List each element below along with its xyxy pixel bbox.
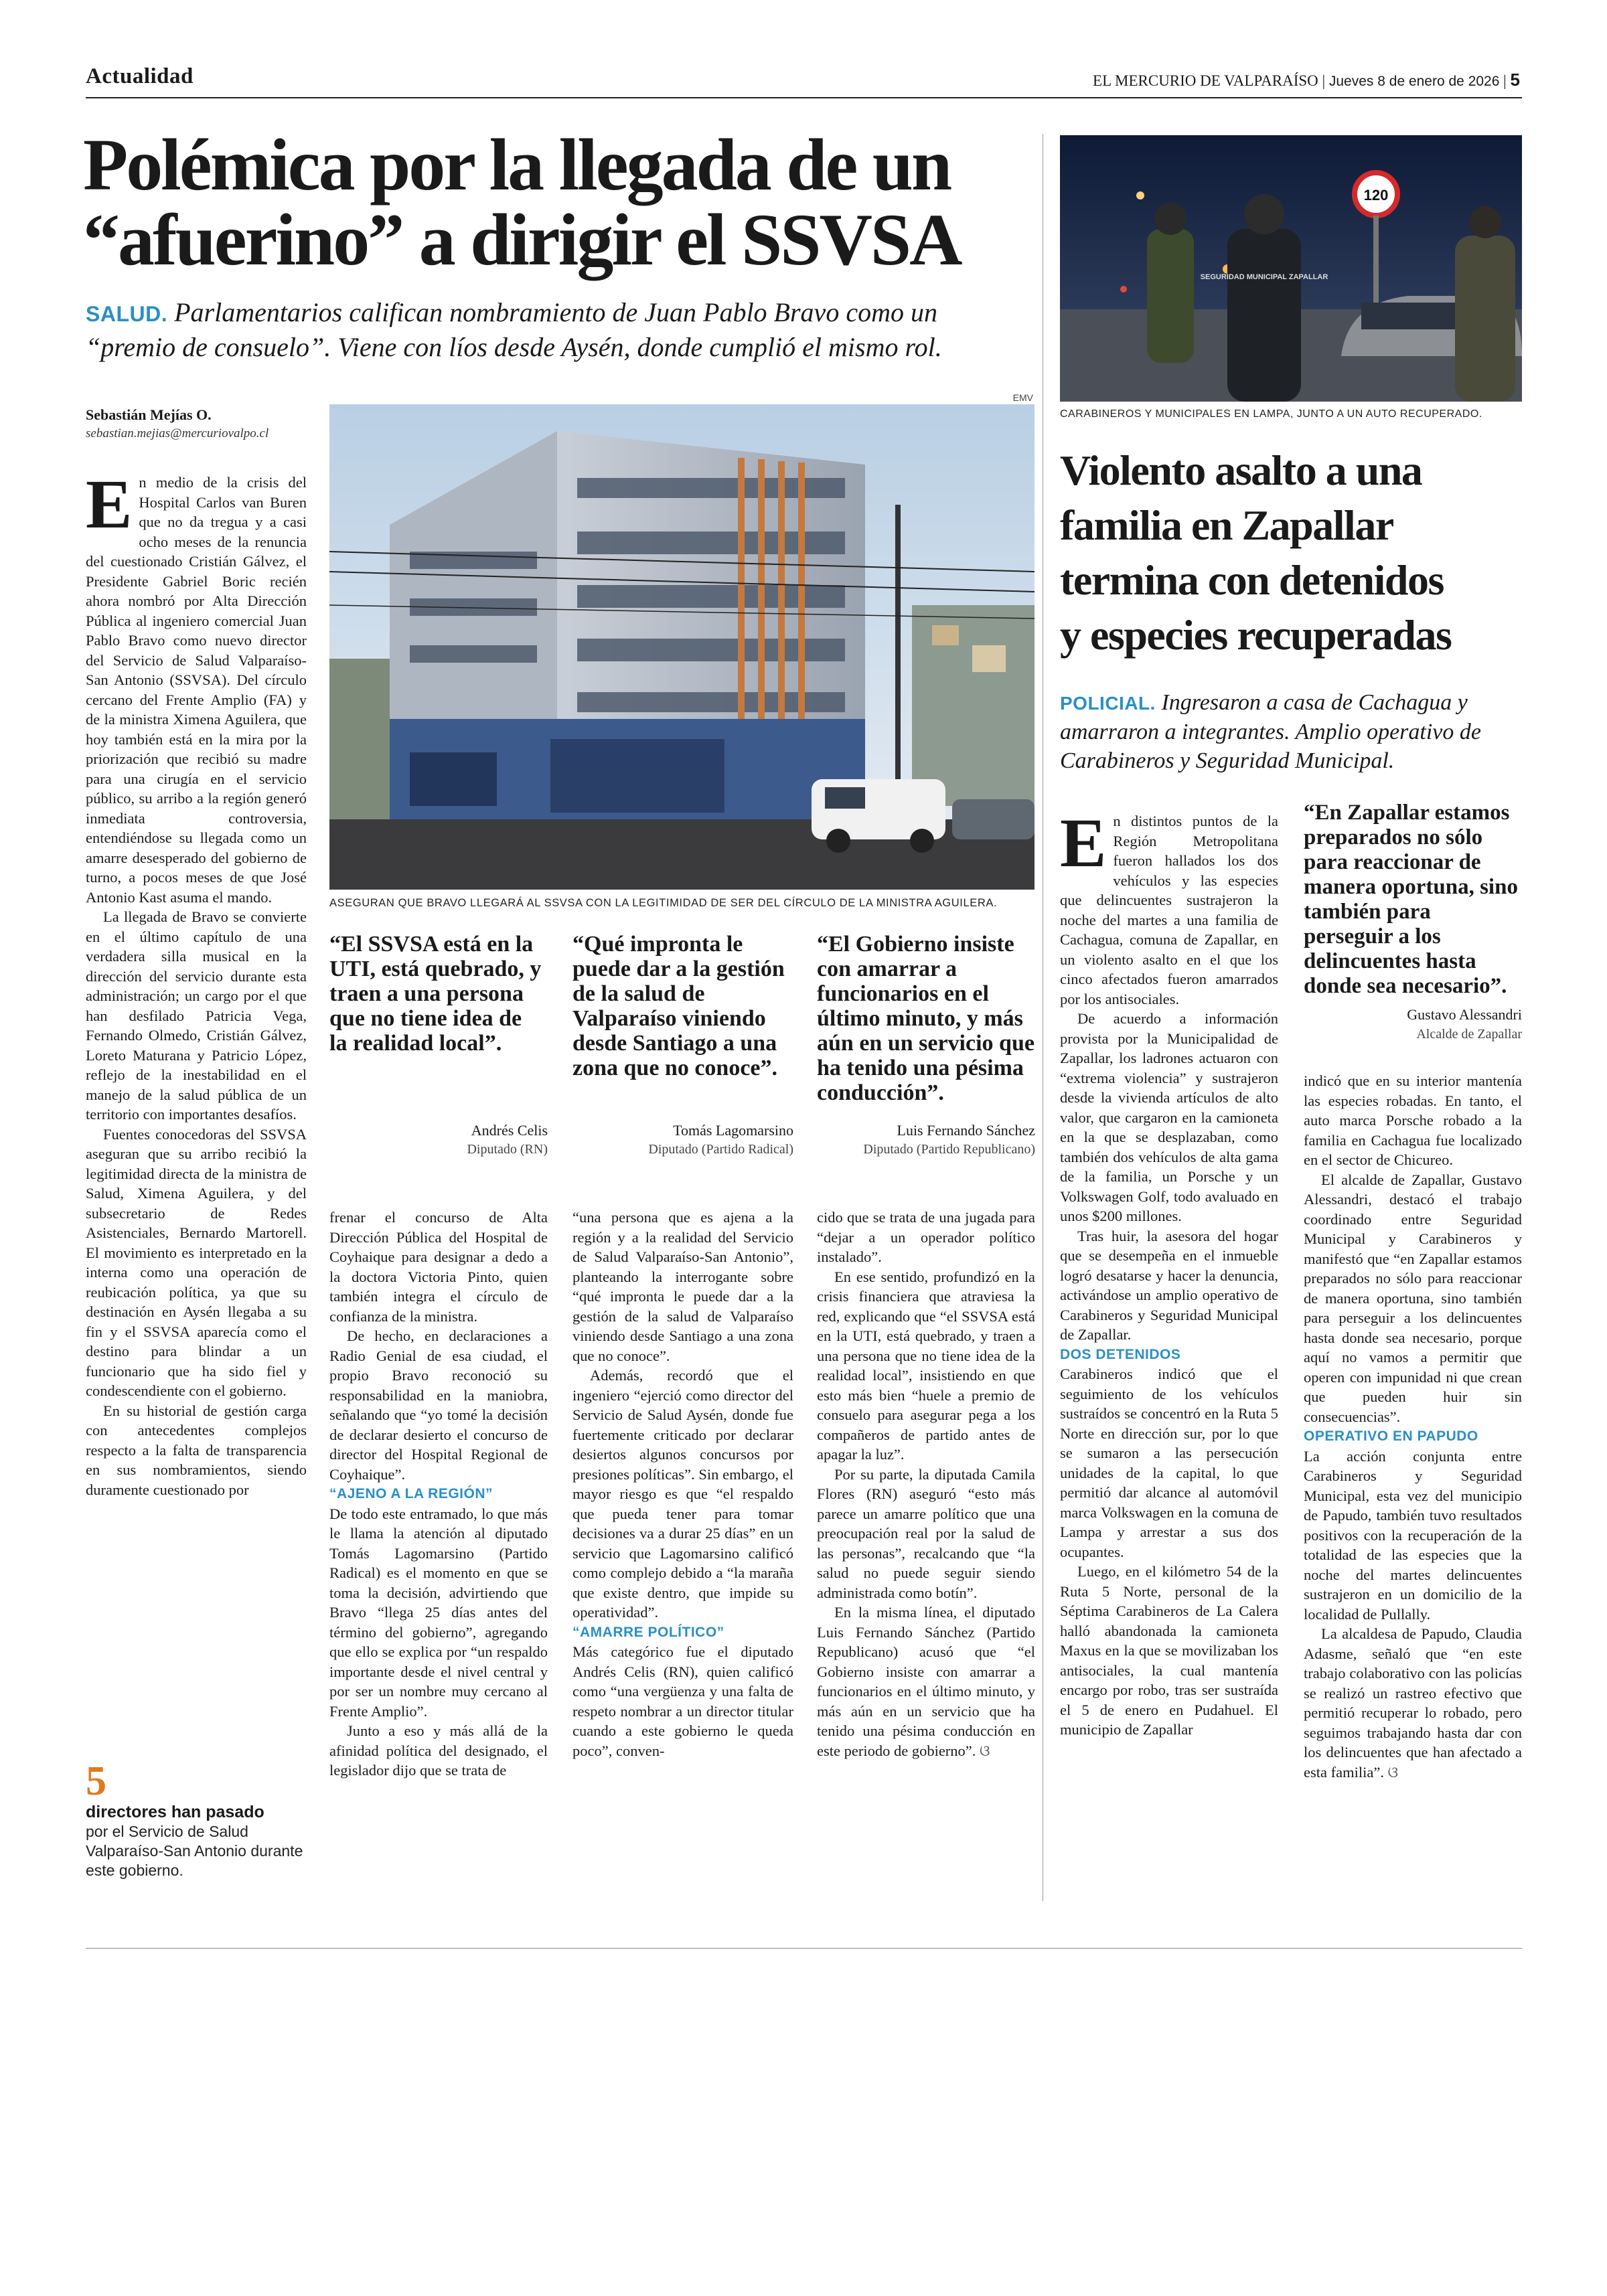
quote-lagomarsino: “Qué impronta le puede dar a la gestión de la salud de Valparaíso viniendo desde Santiago a una zona que no conoce”.: [572, 932, 785, 1080]
side-col2-paragraph-2: El alcalde de Zapallar, Gustavo Alessandri, destacó el trabajo coordinado entre Seguridad Municipal y Carabineros y manifestó que “en Zapallar estamos preparados no sólo para reaccionar de manera oportuna, sino también para perseguir a los delincuentes hasta donde sea necesario, porque aquí no vamos a permitir que operen con impunidad ni que crean que pueden huir sin consecuencias”.: [1304, 1171, 1522, 1425]
quote-celis-role: Diputado (RN): [467, 1142, 548, 1157]
col4-paragraph-2: En ese sentido, profundizó en la crisis financiera que atraviesa la red, explicando que “el SSVSA está en la UTI, está quebrado, y traen a una persona que no tiene idea de la realidad local”, insistiendo en que esto más bien “huele a premio de consuelo para asegurar pega a los compañeros de partido antes de apagar la luz”.: [817, 1268, 1035, 1463]
col4-paragraph-3: Por su parte, la diputada Camila Flores (RN) aseguró “esto más parece un amarre político que una preocupación real por la salud de las personas”, recalcando que “la salud no puede seguir siendo administrada como botín”.: [817, 1465, 1035, 1601]
main-dropcap: E: [86, 466, 133, 543]
main-paragraph-4: En su historial de gestión carga con antecedentes complejos respecto a la falta de transparencia en sus nombramientos, siendo duramente cuestionado por: [86, 1402, 307, 1498]
footer-rule: [86, 1948, 1522, 1949]
side-col2-paragraph-3: La acción conjunta entre Carabineros y Seguridad Municipal, esta vez del municipio de Papudo, también tuvo resultados positivos con la recuperación de la totalidad de las especies que la noche del martes delincuentes sustrajeron en un domicilio de la localidad de Pullally.: [1304, 1447, 1522, 1623]
col3-paragraph-2: Además, recordó que el ingeniero “ejerció como director del Servicio de Salud Aysén, donde fue fuertemente criticado por declarar desiertos algunos concursos por presiones políticas”. Sin embargo, el mayor riesgo es que “el respaldo que pueda tener para tomar decisiones va a durar 25 días” en un servicio que Lagomarsino calificó como complejo debido a “la maraña que existe dentro, que impide su operatividad”.: [572, 1367, 793, 1621]
col2-paragraph-1: frenar el concurso de Alta Dirección Pública del Hospital de Coyhaique para designar a dedo a la doctora Victoria Pinto, quien también integra el círculo de confianza de la ministra.: [329, 1209, 548, 1325]
side-deck-text: Ingresaron a casa de Cachagua y amarraron a integrantes. Amplio operativo de Carabineros y Seguridad Municipal.: [1060, 690, 1481, 773]
main-paragraph-2: La llegada de Bravo se convierte en el último capítulo de una verdadera silla musical en la dirección del servicio durante esta administración; un cargo por el que han desfilado Patricia Vega, Fernando Olmedo, Cristián Gálvez, Loreto Maturana y Patricio López, reflejo de la inestabilidad en el manejo de la salud pública de un territorio con importantes desafíos.: [86, 908, 307, 1123]
issue-date: Jueves 8 de enero de 2026: [1328, 74, 1500, 89]
side-column-1: [1060, 805, 1278, 1740]
photo-credit: EMV: [1012, 392, 1033, 403]
main-column-3: [572, 1208, 793, 1760]
subhead-amarre-politico: “AMARRE POLÍTICO”: [572, 1624, 724, 1640]
quote-sanchez-role: Diputado (Partido Republicano): [863, 1142, 1035, 1157]
col2-paragraph-3: De todo este entramado, lo que más le llama la atención al diputado Tomás Lagomarsino (Partido Radical) es el momento en que se toma la decisión, advirtiendo que Bravo “llega 25 días antes del término del gobierno”, agregando que ello se explica por “un respaldo importante desde el nivel central y por ser un nombre muy cercano al Frente Amplio”.: [329, 1505, 548, 1720]
building-illustration: [329, 404, 1035, 890]
byline-email: sebastian.mejias@mercuriovalpo.cl: [86, 426, 269, 440]
side-headline: [1060, 443, 1451, 663]
main-kicker: SALUD.: [86, 302, 168, 326]
main-deck: [86, 296, 1050, 364]
side-paragraph-4: Carabineros indicó que el seguimiento de los vehículos sustraídos se concentró en la Ruta 5 Norte en dirección sur, por lo que se sumaron a las persecución unidades de la capital, lo que permitió dar alcance al automóvil marca Volkswagen en la comuna de Lampa y arrestar a sus dos ocupantes.: [1060, 1366, 1278, 1560]
col3-paragraph-3: Más categórico fue el diputado Andrés Celis (RN), quien calificó como “una vergüenza y una falta de respeto nombrar a un director titular cuando a este gobierno le queda poco”, conven-: [572, 1643, 793, 1759]
side-dropcap: E: [1060, 805, 1107, 882]
end-mark-icon: ଓ: [980, 1742, 990, 1760]
stat-label: directores han pasado: [86, 1803, 264, 1821]
quote-alessandri-name: Gustavo Alessandri: [1407, 1006, 1522, 1023]
col2-paragraph-4: Junto a eso y más allá de la afinidad política del designado, el legislador dijo que se trata de: [329, 1722, 548, 1779]
page-number: 5: [1510, 70, 1520, 90]
section-label: Actualidad: [86, 64, 194, 88]
main-deck-line-2: “premio de consuelo”. Viene con líos desde Aysén, donde cumplió el mismo rol.: [86, 332, 942, 362]
quote-sanchez-name: Luis Fernando Sánchez: [897, 1122, 1035, 1139]
main-column-2: [329, 1208, 548, 1781]
main-paragraph-3: Fuentes conocedoras del SSVSA aseguran que su arribo recibió la legitimidad directa de la ministra de Salud, Ximena Aguilera, y del subsecretario de Redes Asistenciales, Bernardo Martorell. El movimiento es interpretado en la interna como una operación de reubicación política, ya que su destinación en Aysén llegaba a su fin y el SSVSA aparecía como el destino para blindar a un funcionario que ha sido fiel y condescendiente con el gobierno.: [86, 1125, 307, 1399]
side-headline-line-3: termina con detenidos: [1060, 556, 1444, 604]
side-headline-line-4: y especies recuperadas: [1060, 611, 1452, 659]
main-column-1: [86, 466, 307, 1499]
quote-alessandri: “En Zapallar estamos preparados no sólo para reaccionar de manera oportuna, sino también para perseguir a los delincuentes hasta donde sea necesario”.: [1304, 801, 1518, 998]
side-column-2: [1304, 1071, 1522, 1783]
quote-lagomarsino-name: Tomás Lagomarsino: [673, 1122, 793, 1139]
side-paragraph-3: Tras huir, la asesora del hogar que se desempeña en el inmueble logró desatarse y hacer la denuncia, activándose un amplio operativo de Carabineros y Seguridad Municipal de Zapallar.: [1060, 1227, 1278, 1343]
col2-paragraph-2: De hecho, en declaraciones a Radio Genial de esa ciudad, el propio Bravo reconoció su responsabilidad en la maniobra, señalando que “yo tomé la decisión de declarar desierto el concurso de director del Hospital Regional de Coyhaique”.: [329, 1327, 548, 1483]
col3-paragraph-1: “una persona que es ajena a la región y a la realidad del Servicio de Salud Valparaíso-San Antonio”, planteando la interrogante sobre “qué impronta le puede dar a la gestión de la salud de Valparaíso viniendo desde Santiago a una zona que no conoce”.: [572, 1209, 793, 1364]
night-police-photo: [1060, 135, 1522, 402]
speed-sign-text: 120: [1363, 187, 1389, 203]
col4-paragraph-4: En la misma línea, el diputado Luis Fernando Sánchez (Partido Republicano) acusó que “el Gobierno insiste con amarrar a funcionarios en el último minuto, y más aún en un servicio que ha tenido una pésima conducción en este periodo de gobierno”.: [817, 1604, 1035, 1759]
side-headline-line-1: Violento asalto a una: [1060, 446, 1422, 494]
quote-lagomarsino-role: Diputado (Partido Radical): [648, 1142, 793, 1157]
side-col2-paragraph-1: indicó que en su interior mantenía las especies robadas. En tanto, el auto marca Porsche robado a la familia en Cachagua fue localizado en el sector de Chicureo.: [1304, 1072, 1522, 1168]
side-deck: [1060, 688, 1522, 775]
building-photo: [329, 404, 1035, 890]
vest-text: SEGURIDAD MUNICIPAL ZAPALLAR: [1200, 273, 1328, 281]
paper-name: EL MERCURIO DE VALPARAÍSO: [1093, 72, 1318, 89]
side-paragraph-1: n distintos puntos de la Región Metropolitana fueron hallados los dos vehículos y las especies que delincuentes sustrajeron la noche del martes a una familia de Cachagua, comuna de Zapallar, en un violento asalto en el que los cinco afectados fueron amarrados por los antisociales.: [1060, 813, 1278, 1007]
main-headline: [83, 124, 961, 280]
main-headline-line-2: “afuerino” a dirigir el SSVSA: [83, 199, 961, 280]
side-col2-paragraph-4: La alcaldesa de Papudo, Claudia Adasme, señaló que “en este trabajo colaborativo con las policías se realizó un rastreo efectivo que permitió recuperar lo robado, pero seguimos trabajando hasta dar con los delincuentes que han afectado a esta familia”.: [1304, 1625, 1522, 1781]
quote-celis-name: Andrés Celis: [471, 1122, 548, 1139]
quote-sanchez: “El Gobierno insiste con amarrar a funcionarios en el último minuto, y más aún en un servicio que ha tenido una pésima conducción”.: [817, 932, 1035, 1105]
side-end-mark-icon: ଓ: [1387, 1763, 1399, 1781]
byline-name: Sebastián Mejías O.: [86, 406, 212, 423]
header-rule: [86, 97, 1522, 98]
main-photo-caption: ASEGURAN QUE BRAVO LLEGARÁ AL SSVSA CON LA LEGITIMIDAD DE SER DEL CÍRCULO DE LA MINISTRA AGUILERA.: [329, 897, 998, 909]
side-photo-caption: CARABINEROS Y MUNICIPALES EN LAMPA, JUNTO A UN AUTO RECUPERADO.: [1060, 408, 1482, 420]
main-column-4: [817, 1208, 1035, 1761]
side-kicker: POLICIAL.: [1060, 693, 1156, 714]
side-paragraph-5: Luego, en el kilómetro 54 de la Ruta 5 Norte, personal de la Séptima Carabineros de La Calera halló abandonada la camioneta Maxus en la que se movilizaban los antisociales, la cual mantenía encargo por robo, tras ser sustraída el 5 de enero en Pudahuel. El municipio de Zapallar: [1060, 1563, 1278, 1738]
side-paragraph-2: De acuerdo a información provista por la Municipalidad de Zapallar, los ladrones actuaron con “extrema violencia” y sustrajeron desde la vivienda artículos de alto valor, que cargaron en la camioneta en la que se desplazaban, como también dos vehículos de alta gama de la familia, un Porsche y un Volkswagen Golf, todo avaluado en unos $200 millones.: [1060, 1010, 1278, 1224]
quote-celis: “El SSVSA está en la UTI, está quebrado, y traen a una persona que no tiene idea de la realidad local”.: [329, 932, 542, 1056]
side-headline-line-2: familia en Zapallar: [1060, 501, 1393, 549]
stat-box: [86, 1760, 313, 1880]
subhead-dos-detenidos: DOS DETENIDOS: [1060, 1346, 1181, 1362]
col4-paragraph-1: cido que se trata de una jugada para “dejar a un operador político instalado”.: [817, 1209, 1035, 1265]
subhead-ajeno-region: “AJENO A LA REGIÓN”: [329, 1486, 493, 1501]
masthead-line: EL MERCURIO DE VALPARAÍSO | Jueves 8 de enero de 2026 | 5: [1093, 70, 1520, 90]
main-paragraph-1: n medio de la crisis del Hospital Carlos van Buren que no da tregua y a casi ocho meses de la renuncia del cuestionado Cristián Gálvez, el Presidente Gabriel Boric recién ahora nombró por Alta Dirección Pública al ingeniero comercial Juan Pablo Bravo como nuevo director del Servicio de Salud Valparaíso-San Antonio (SSVSA). Del círculo cercano del Frente Amplio (FA) y de la ministra Ximena Aguilera, que hoy también está en la mira por la priorización que recibió su madre para una cirugía en el servicio público, su arribo a la región generó inmediata controversia, entendiéndose su llegada como un amarre desesperado del gobierno de turno, a pocos meses de que José Antonio Kast asuma el mando.: [86, 474, 307, 906]
quote-alessandri-role: Alcalde de Zapallar: [1416, 1027, 1522, 1042]
stat-number: 5: [86, 1758, 106, 1804]
main-deck-line-1: Parlamentarios califican nombramiento de Juan Pablo Bravo como un: [174, 297, 937, 327]
stat-description: por el Servicio de Salud Valparaíso-San Antonio durante este gobierno.: [86, 1823, 303, 1879]
byline: [86, 406, 269, 441]
subhead-operativo-papudo: OPERATIVO EN PAPUDO: [1304, 1428, 1478, 1444]
main-headline-line-1: Polémica por la llegada de un: [83, 124, 951, 206]
night-scene-illustration: [1060, 135, 1522, 402]
